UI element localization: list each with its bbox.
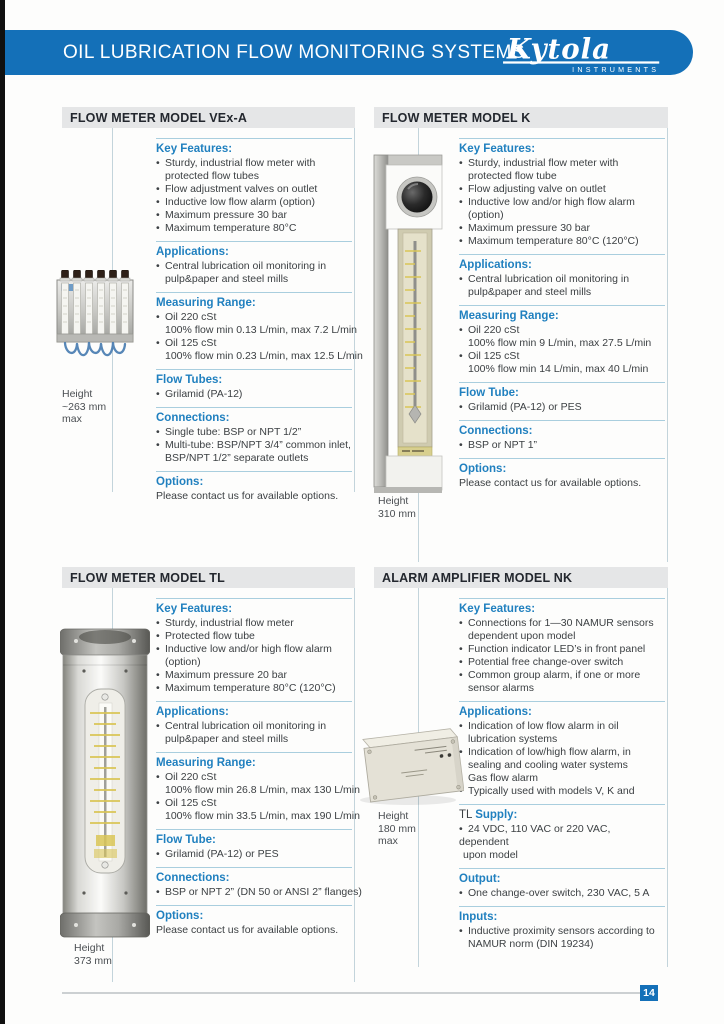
item-text: Oil 125 cSt	[468, 350, 520, 362]
subsection-heading	[156, 245, 352, 259]
subsection	[459, 598, 665, 701]
item-text: Oil 220 cSt	[165, 771, 217, 783]
item-text: Inductive low and/or high flow alarm	[165, 643, 332, 655]
item-line	[459, 273, 665, 286]
section-right-rule	[667, 588, 668, 967]
item-line	[156, 720, 352, 733]
item-line	[156, 656, 352, 669]
section-flow-meter-tl	[62, 567, 362, 967]
heading-text: Measuring Range:	[156, 297, 256, 309]
subsection-heading	[156, 296, 352, 310]
height-label-line: Height	[378, 810, 409, 822]
item-line	[156, 643, 352, 656]
bullet-icon: •	[459, 643, 463, 655]
heading-text: Connections:	[156, 872, 230, 884]
section-title: FLOW METER MODEL K	[382, 111, 531, 125]
heading-text: Inputs:	[459, 911, 498, 923]
item-text: NAMUR norm (DIN 19234)	[468, 938, 594, 950]
height-label-line: max	[62, 413, 82, 425]
heading-prefix: TL	[459, 809, 476, 821]
item-text: Oil 220 cSt	[165, 311, 217, 323]
item-text: upon model	[463, 849, 518, 861]
subsection-heading	[459, 872, 665, 886]
subsection-heading	[459, 462, 665, 476]
item-line	[156, 260, 352, 273]
bullet-icon: •	[459, 183, 463, 195]
item-line	[459, 720, 665, 733]
section-flow-meter-k	[374, 107, 668, 520]
item-line	[156, 924, 352, 937]
item-line	[156, 886, 362, 899]
bullet-icon: •	[156, 669, 160, 681]
item-text: sensor alarms	[468, 682, 534, 694]
item-text: sealing and cooling water systems	[468, 759, 628, 771]
bullet-icon: •	[459, 401, 463, 413]
item-text: Flow adjusting valve on outlet	[468, 183, 606, 195]
bullet-icon: •	[459, 720, 463, 732]
item-text: Indication of low/high flow alarm, in	[468, 746, 631, 758]
item-text: Grilamid (PA-12) or PES	[468, 401, 582, 413]
item-line	[459, 630, 665, 643]
item-line	[156, 426, 352, 439]
item-line	[459, 286, 665, 299]
item-line	[459, 759, 665, 772]
section-header	[62, 107, 355, 128]
item-text: Oil 125 cSt	[165, 797, 217, 809]
bullet-icon: •	[459, 925, 463, 937]
heading-text: Applications:	[459, 706, 532, 718]
item-line	[459, 925, 665, 938]
item-line	[156, 490, 352, 503]
subsection	[156, 407, 352, 471]
item-line	[156, 797, 352, 810]
heading-text: Connections:	[156, 412, 230, 424]
item-text: Maximum pressure 30 bar	[468, 222, 590, 234]
item-line	[459, 157, 665, 170]
bullet-icon: •	[459, 617, 463, 629]
item-line	[156, 209, 352, 222]
bullet-icon: •	[156, 617, 160, 629]
item-line	[459, 785, 665, 798]
item-line	[156, 617, 352, 630]
bullet-icon: •	[459, 157, 463, 169]
item-text: (option)	[165, 656, 201, 668]
subsection	[459, 804, 665, 868]
subsection	[459, 138, 665, 254]
kytola-instruments-logo	[495, 33, 673, 73]
item-text: Flow adjustment valves on outlet	[165, 183, 318, 195]
subsection	[459, 382, 665, 420]
subsection	[156, 752, 360, 829]
item-text: Sturdy, industrial flow meter with	[165, 157, 316, 169]
item-text: Grilamid (PA-12) or PES	[165, 848, 279, 860]
heading-text: Applications:	[156, 706, 229, 718]
item-line	[156, 324, 358, 337]
bullet-icon: •	[156, 260, 160, 272]
heading-text: Measuring Range:	[156, 757, 256, 769]
section-alarm-amplifier-nk	[374, 567, 668, 950]
heading-text: Key Features:	[459, 143, 536, 155]
subsection	[459, 254, 665, 305]
item-line	[459, 350, 665, 363]
bullet-icon: •	[156, 183, 160, 195]
bullet-icon: •	[156, 720, 160, 732]
item-text: protected flow tubes	[165, 170, 259, 182]
bullet-icon: •	[156, 209, 160, 221]
subsection	[156, 905, 352, 943]
section-header	[62, 567, 355, 588]
item-line	[459, 938, 665, 951]
subsection-heading	[459, 424, 665, 438]
item-text: One change-over switch, 230 VAC, 5 A	[468, 887, 650, 899]
item-text: dependent	[459, 836, 509, 848]
item-line	[156, 196, 352, 209]
height-label-line: 310 mm	[378, 507, 416, 520]
subsection	[459, 458, 665, 496]
item-line	[459, 363, 665, 376]
item-line	[156, 771, 352, 784]
subsection-heading	[459, 309, 665, 323]
subsection	[459, 420, 665, 458]
bullet-icon: •	[156, 797, 160, 809]
alarm-amplifier-nk-image	[354, 710, 464, 810]
item-line	[156, 350, 363, 363]
subsection	[156, 701, 352, 752]
subsection-heading	[156, 602, 352, 616]
item-text: Connections for 1—30 NAMUR sensors	[468, 617, 654, 629]
item-text: Central lubrication oil monitoring in	[165, 720, 327, 732]
item-text: Potential free change-over switch	[468, 656, 624, 668]
item-line	[459, 772, 665, 785]
item-line	[459, 669, 665, 682]
item-line	[459, 733, 665, 746]
item-text: pulp&paper and steel mills	[165, 733, 289, 745]
subsection	[156, 829, 352, 867]
height-label-line: 373 mm	[74, 954, 112, 967]
item-text: Indication of low flow alarm in oil	[468, 720, 619, 732]
subsection-heading	[156, 373, 352, 387]
item-line	[459, 401, 665, 414]
bullet-icon: •	[156, 311, 160, 323]
subsection-heading	[156, 833, 352, 847]
item-text: protected flow tube	[468, 170, 557, 182]
page-title: OIL LUBRICATION FLOW MONITORING SYSTEMS	[63, 42, 525, 63]
item-text: Common group alarm, if one or more	[468, 669, 641, 681]
item-line	[156, 669, 352, 682]
item-line	[459, 656, 665, 669]
item-text: lubrication systems	[468, 733, 558, 745]
item-line	[156, 337, 352, 350]
height-label-line: Height	[74, 942, 105, 954]
item-text: BSP/NPT 1/2” separate outlets	[165, 452, 309, 464]
item-line	[156, 848, 352, 861]
item-text: 24 VDC, 110 VAC or 220 VAC,	[468, 823, 611, 835]
item-text: Central lubrication oil monitoring in	[165, 260, 327, 272]
page-edge-strip	[0, 0, 5, 1024]
item-text: Maximum temperature 80°C (120°C)	[165, 682, 336, 694]
section-title: FLOW METER MODEL TL	[70, 571, 225, 585]
item-text: 100% flow min 14 L/min, max 40 L/min	[468, 363, 649, 375]
bullet-icon: •	[459, 439, 463, 451]
bullet-icon: •	[459, 823, 463, 835]
height-label-line: 180 mm	[378, 822, 416, 835]
item-text: Inductive proximity sensors according to	[468, 925, 655, 937]
heading-text: Connections:	[459, 425, 533, 437]
item-line	[459, 324, 665, 337]
bullet-icon: •	[156, 157, 160, 169]
item-line	[459, 746, 665, 759]
page-number-badge: 14	[640, 985, 658, 1001]
item-line	[459, 682, 665, 695]
heading-text: Applications:	[459, 259, 532, 271]
bullet-icon: •	[459, 273, 463, 285]
subsection-heading	[459, 258, 665, 272]
subsection	[156, 241, 352, 292]
item-text: 100% flow min 33.5 L/min, max 190 L/min	[165, 810, 360, 822]
heading-text: Options:	[156, 476, 204, 488]
bullet-icon: •	[156, 337, 160, 349]
item-text: Grilamid (PA-12)	[165, 388, 243, 400]
bullet-icon: •	[459, 235, 463, 247]
item-text: 100% flow min 26.8 L/min, max 130 L/min	[165, 784, 360, 796]
logo-text: Kytola	[506, 33, 611, 66]
item-line	[156, 222, 352, 235]
footer-rule	[62, 992, 640, 994]
item-line	[156, 452, 352, 465]
bullet-icon: •	[459, 887, 463, 899]
item-line	[459, 170, 665, 183]
subsection-heading	[459, 705, 665, 719]
bullet-icon: •	[459, 669, 463, 681]
height-label-line: Height	[62, 388, 93, 400]
heading-text: Applications:	[156, 246, 229, 258]
bullet-icon: •	[459, 350, 463, 362]
subsection-heading	[459, 910, 665, 924]
item-line	[459, 477, 665, 490]
item-line	[459, 643, 665, 656]
item-text: (option)	[468, 209, 504, 221]
item-line	[459, 849, 665, 862]
subsection	[459, 868, 665, 906]
height-label-line: Height	[378, 495, 409, 507]
item-text: Maximum temperature 80°C	[165, 222, 297, 234]
bullet-icon: •	[459, 656, 463, 668]
title-banner	[5, 30, 693, 75]
item-text: Sturdy, industrial flow meter	[165, 617, 294, 629]
item-line	[459, 183, 665, 196]
section-header	[374, 107, 668, 128]
heading-text: Flow Tube:	[459, 387, 519, 399]
item-line	[156, 784, 360, 797]
section-content	[156, 138, 363, 509]
subsection-heading	[459, 386, 665, 400]
item-text: Function indicator LED’s in front panel	[468, 643, 646, 655]
item-text: Maximum temperature 80°C (120°C)	[468, 235, 639, 247]
item-text: Gas flow alarm	[468, 772, 539, 784]
item-text: Maximum pressure 30 bar	[165, 209, 287, 221]
height-label-line: max	[378, 835, 398, 847]
item-line	[459, 196, 665, 209]
bullet-icon: •	[156, 426, 160, 438]
bullet-icon: •	[156, 682, 160, 694]
heading-text: Flow Tube:	[156, 834, 216, 846]
item-text: Inductive low flow alarm (option)	[165, 196, 315, 208]
subsection-heading	[156, 411, 352, 425]
bullet-icon: •	[156, 439, 160, 451]
item-text: Single tube: BSP or NPT 1/2”	[165, 426, 302, 438]
item-line	[156, 311, 352, 324]
item-line	[156, 439, 352, 452]
section-content	[459, 598, 665, 957]
item-line	[156, 183, 352, 196]
subsection	[459, 701, 665, 804]
item-line	[459, 439, 665, 452]
item-text: 100% flow min 9 L/min, max 27.5 L/min	[468, 337, 652, 349]
flow-meter-k-image	[372, 153, 454, 495]
section-title: ALARM AMPLIFIER MODEL NK	[382, 571, 573, 585]
item-text: BSP or NPT 2” (DN 50 or ANSI 2” flanges)	[165, 886, 362, 898]
height-label	[74, 942, 112, 967]
item-line	[156, 170, 352, 183]
item-text: Please contact us for available options.	[156, 490, 339, 502]
item-line	[459, 209, 665, 222]
item-line	[156, 388, 352, 401]
section-content	[156, 598, 362, 943]
section-content	[459, 138, 665, 496]
item-text: Protected flow tube	[165, 630, 255, 642]
item-line	[156, 273, 352, 286]
item-text: Inductive low and/or high flow alarm	[468, 196, 635, 208]
item-line	[156, 682, 352, 695]
subsection	[459, 305, 665, 382]
subsection	[156, 138, 352, 241]
subsection-heading	[156, 871, 352, 885]
item-line	[459, 337, 665, 350]
bullet-icon: •	[156, 388, 160, 400]
bullet-icon: •	[459, 222, 463, 234]
heading-text: Options:	[459, 463, 507, 475]
item-text: Maximum pressure 20 bar	[165, 669, 287, 681]
item-line	[459, 222, 665, 235]
subsection	[156, 292, 363, 369]
item-text: dependent upon model	[468, 630, 576, 642]
item-line	[156, 157, 352, 170]
item-line	[156, 733, 352, 746]
item-text: Central lubrication oil monitoring in	[468, 273, 630, 285]
subsection-heading	[156, 909, 352, 923]
item-text: Oil 125 cSt	[165, 337, 217, 349]
subsection-heading	[156, 475, 352, 489]
item-text: Typically used with models V, K and	[468, 785, 635, 797]
heading-text: Key Features:	[459, 603, 536, 615]
subsection-heading	[459, 808, 665, 822]
bullet-icon: •	[459, 324, 463, 336]
heading-text: Flow Tubes:	[156, 374, 223, 386]
logo-subtitle: INSTRUMENTS	[572, 66, 660, 73]
section-right-rule	[354, 128, 355, 492]
flow-meter-vex-a-image	[56, 270, 134, 360]
bullet-icon: •	[156, 222, 160, 234]
section-right-rule	[667, 128, 668, 562]
item-line	[459, 823, 665, 836]
bullet-icon: •	[156, 848, 160, 860]
bullet-icon: •	[459, 196, 463, 208]
height-label	[62, 388, 106, 426]
item-text: pulp&paper and steel mills	[165, 273, 289, 285]
heading-text: Output:	[459, 873, 501, 885]
item-text: Please contact us for available options.	[459, 477, 642, 489]
item-text: BSP or NPT 1”	[468, 439, 538, 451]
section-flow-meter-vex-a	[62, 107, 363, 502]
heading-text: Measuring Range:	[459, 310, 559, 322]
height-label	[378, 495, 416, 520]
item-line	[459, 836, 665, 849]
item-text: pulp&paper and steel mills	[468, 286, 592, 298]
item-text: Oil 220 cSt	[468, 324, 520, 336]
heading-text: Key Features:	[156, 603, 233, 615]
heading-text: Key Features:	[156, 143, 233, 155]
subsection	[459, 906, 665, 957]
item-line	[156, 630, 352, 643]
subsection	[156, 471, 352, 509]
subsection	[156, 369, 352, 407]
item-line	[459, 235, 665, 248]
item-text: Multi-tube: BSP/NPT 3/4” common inlet,	[165, 439, 351, 451]
heading-text: Supply:	[475, 809, 518, 821]
bullet-icon: •	[156, 886, 160, 898]
item-line	[156, 810, 360, 823]
subsection-heading	[459, 602, 665, 616]
subsection-heading	[156, 705, 352, 719]
flow-meter-tl-image	[60, 627, 150, 939]
section-header	[374, 567, 668, 588]
item-text: Please contact us for available options.	[156, 924, 339, 936]
bullet-icon: •	[156, 771, 160, 783]
item-line	[459, 617, 665, 630]
item-text: 100% flow min 0.13 L/min, max 7.2 L/min	[165, 324, 358, 336]
item-text: Sturdy, industrial flow meter with	[468, 157, 619, 169]
subsection-heading	[459, 142, 665, 156]
height-label-line: ~263 mm	[62, 400, 107, 413]
subsection	[156, 867, 362, 905]
section-title: FLOW METER MODEL VEx-A	[70, 111, 248, 125]
bullet-icon: •	[156, 630, 160, 642]
item-line	[459, 887, 665, 900]
bullet-icon: •	[459, 746, 463, 758]
bullet-icon: •	[156, 196, 160, 208]
heading-text: Options:	[156, 910, 204, 922]
item-text: 100% flow min 0.23 L/min, max 12.5 L/min	[165, 350, 363, 362]
subsection-heading	[156, 756, 352, 770]
height-label	[378, 810, 416, 848]
subsection	[156, 598, 352, 701]
subsection-heading	[156, 142, 352, 156]
bullet-icon: •	[156, 643, 160, 655]
